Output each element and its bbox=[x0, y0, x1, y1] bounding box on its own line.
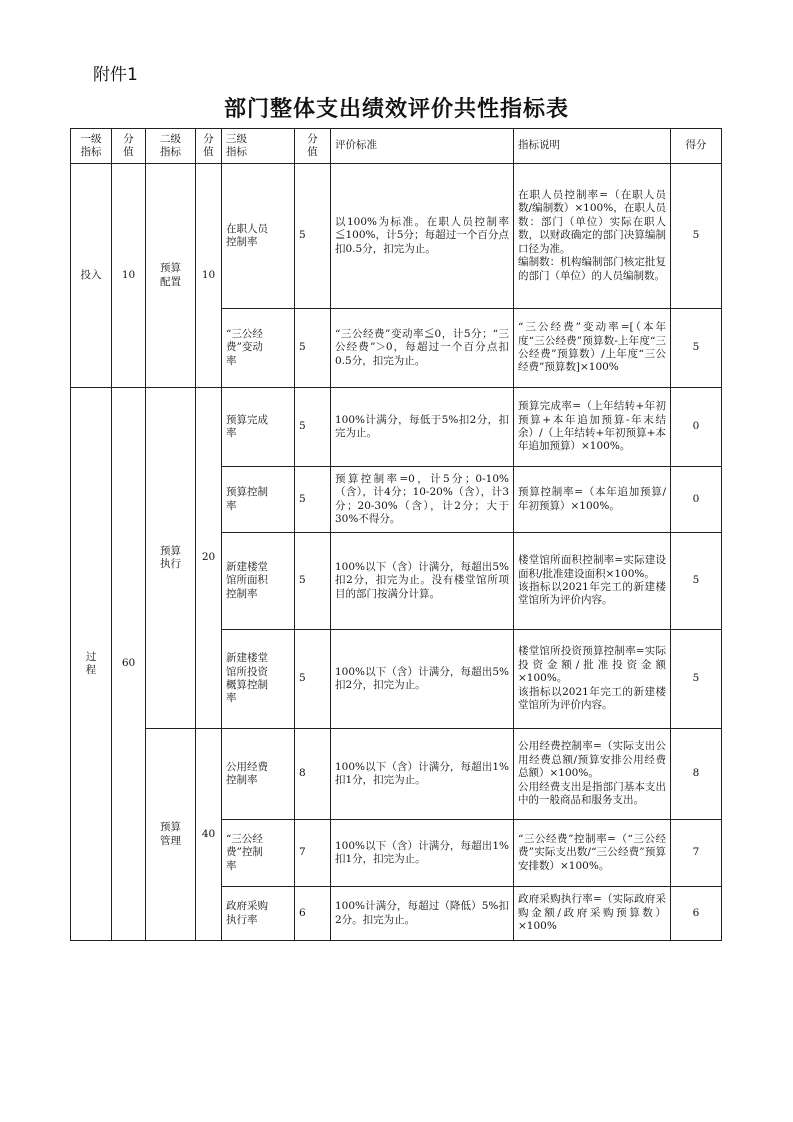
level3-name: “三公经 费”变动 率 bbox=[222, 309, 295, 388]
header-result: 得分 bbox=[671, 129, 722, 164]
criteria-cell: 100%计满分，每低于5%扣2分，扣完为止。 bbox=[331, 388, 514, 467]
description-cell: “三公经费”控制率=（“三公经费”实际支出数/“三公经费”预算安排数）×100%。 bbox=[514, 820, 671, 887]
header-score2: 分 值 bbox=[196, 129, 222, 164]
description-cell: 政府采购执行率=（实际政府采购金额/政府采购预算数）×100% bbox=[514, 887, 671, 941]
description-cell: 楼堂馆所面积控制率=实际建设面积/批准建设面积×100%。 该指标以2021年完工的新建楼堂馆所为评价内容。 bbox=[514, 533, 671, 630]
criteria-cell: 100%以下（含）计满分，每超出1%扣1分，扣完为止。 bbox=[331, 729, 514, 820]
result-cell: 7 bbox=[671, 820, 722, 887]
level3-score: 5 bbox=[295, 309, 331, 388]
level3-score: 7 bbox=[295, 820, 331, 887]
level3-name: 新建楼堂 馆所面积 控制率 bbox=[222, 533, 295, 630]
attachment-label: 附件1 bbox=[93, 65, 138, 85]
level2-budget-exec-score: 20 bbox=[196, 388, 222, 729]
level3-score: 8 bbox=[295, 729, 331, 820]
table-row bbox=[71, 388, 722, 467]
indicator-table bbox=[70, 128, 722, 941]
table-row bbox=[71, 729, 722, 820]
result-cell: 6 bbox=[671, 887, 722, 941]
criteria-cell: 100%计满分，每超过（降低）5%扣2分。扣完为止。 bbox=[331, 887, 514, 941]
level3-name: “三公经 费”控制 率 bbox=[222, 820, 295, 887]
header-score3: 分 值 bbox=[295, 129, 331, 164]
criteria-cell: 100%以下（含）计满分，每超出5%扣2分，扣完为止。没有楼堂馆所项目的部门按满分计算。 bbox=[331, 533, 514, 630]
level3-name: 新建楼堂 馆所投资 概算控制 率 bbox=[222, 630, 295, 729]
criteria-cell: 100%以下（含）计满分，每超出5%扣2分，扣完为止。 bbox=[331, 630, 514, 729]
header-level3: 三级 指标 bbox=[222, 129, 295, 164]
header-score1: 分 值 bbox=[112, 129, 146, 164]
result-cell: 5 bbox=[671, 309, 722, 388]
description-cell: 在职人员控制率=（在职人员数/编制数）×100%，在职人员数：部门（单位）实际在职人数，以财政确定的部门决算编制口径为准。 编制数：机构编制部门核定批复的部门（单位）的人员编制数。 bbox=[514, 164, 671, 309]
level1-input-score: 10 bbox=[112, 164, 146, 388]
level3-score: 5 bbox=[295, 388, 331, 467]
level1-process: 过 程 bbox=[71, 388, 112, 941]
level1-input: 投入 bbox=[71, 164, 112, 388]
level1-process-score: 60 bbox=[112, 388, 146, 941]
result-cell: 8 bbox=[671, 729, 722, 820]
header-description: 指标说明 bbox=[514, 129, 671, 164]
table-header-row bbox=[71, 129, 722, 164]
level2-budget-mgmt: 预算 管理 bbox=[146, 729, 196, 941]
level3-name: 在职人员 控制率 bbox=[222, 164, 295, 309]
level3-score: 5 bbox=[295, 533, 331, 630]
level3-score: 5 bbox=[295, 630, 331, 729]
level3-name: 预算完成 率 bbox=[222, 388, 295, 467]
description-cell: 公用经费控制率=（实际支出公用经费总额/预算安排公用经费总额）×100%。 公用经费支出是指部门基本支出中的一般商品和服务支出。 bbox=[514, 729, 671, 820]
level3-score: 5 bbox=[295, 164, 331, 309]
description-cell: “三公经费”变动率=[（本年度“三公经费”预算数-上年度“三公经费”预算数）/上年度“三公经费”预算数]×100% bbox=[514, 309, 671, 388]
criteria-cell: 预算控制率=0，计5分；0-10%（含），计4分；10-20%（含），计3分；20-30%（含），计2分；大于30%不得分。 bbox=[331, 467, 514, 533]
level2-budget-config: 预算 配置 bbox=[146, 164, 196, 388]
description-cell: 预算控制率=（本年追加预算/年初预算）×100%。 bbox=[514, 467, 671, 533]
criteria-cell: “三公经费”变动率≦0，计5分；“三公经费”＞0，每超过一个百分点扣0.5分，扣完为止。 bbox=[331, 309, 514, 388]
level2-budget-mgmt-score: 40 bbox=[196, 729, 222, 941]
level3-score: 5 bbox=[295, 467, 331, 533]
criteria-cell: 以100%为标准。在职人员控制率≦100%，计5分；每超过一个百分点扣0.5分，扣完为止。 bbox=[331, 164, 514, 309]
level3-name: 公用经费 控制率 bbox=[222, 729, 295, 820]
level3-name: 预算控制 率 bbox=[222, 467, 295, 533]
level3-name: 政府采购 执行率 bbox=[222, 887, 295, 941]
result-cell: 5 bbox=[671, 164, 722, 309]
header-criteria: 评价标准 bbox=[331, 129, 514, 164]
table-row bbox=[71, 164, 722, 309]
level3-score: 6 bbox=[295, 887, 331, 941]
result-cell: 5 bbox=[671, 533, 722, 630]
header-level2: 二级 指标 bbox=[146, 129, 196, 164]
result-cell: 5 bbox=[671, 630, 722, 729]
level2-budget-exec: 预算 执行 bbox=[146, 388, 196, 729]
criteria-cell: 100%以下（含）计满分，每超出1%扣1分，扣完为止。 bbox=[331, 820, 514, 887]
description-cell: 楼堂馆所投资预算控制率=实际投资金额/批准投资金额×100%。 该指标以2021年完工的新建楼堂馆所为评价内容。 bbox=[514, 630, 671, 729]
result-cell: 0 bbox=[671, 467, 722, 533]
result-cell: 0 bbox=[671, 388, 722, 467]
page-title: 部门整体支出绩效评价共性指标表 bbox=[223, 97, 569, 122]
level2-budget-config-score: 10 bbox=[196, 164, 222, 388]
description-cell: 预算完成率=（上年结转+年初预算+本年追加预算-年末结余）/（上年结转+年初预算+本年追加预算）×100%。 bbox=[514, 388, 671, 467]
header-level1: 一级 指标 bbox=[71, 129, 112, 164]
